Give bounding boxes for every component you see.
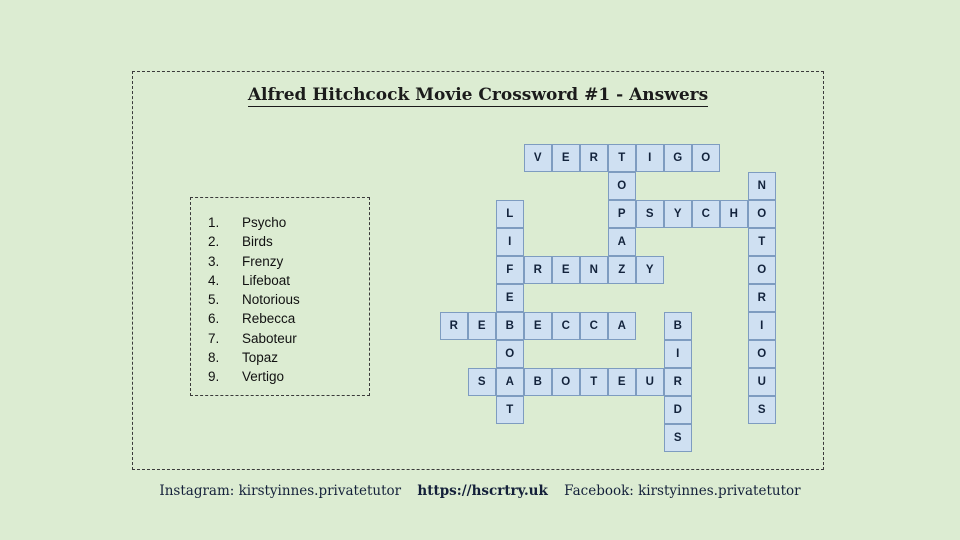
- answer-number: 5.: [208, 292, 220, 308]
- crossword-cell: O: [552, 368, 580, 396]
- crossword-cell: H: [720, 200, 748, 228]
- answer-item: [208, 232, 300, 251]
- answer-word: Birds: [242, 234, 273, 250]
- crossword-cell: V: [524, 144, 552, 172]
- crossword-cell: D: [664, 396, 692, 424]
- crossword-cell: T: [580, 368, 608, 396]
- crossword-cell: B: [664, 312, 692, 340]
- crossword-cell: F: [496, 256, 524, 284]
- crossword-cell: N: [580, 256, 608, 284]
- crossword-cell: N: [748, 172, 776, 200]
- answer-item: [208, 213, 300, 232]
- crossword-cell: Y: [636, 256, 664, 284]
- footer: [0, 483, 960, 499]
- crossword-cell: E: [496, 284, 524, 312]
- crossword-cell: I: [636, 144, 664, 172]
- answer-word: Notorious: [242, 292, 300, 308]
- crossword-cell: B: [524, 368, 552, 396]
- crossword-cell: L: [496, 200, 524, 228]
- crossword-cell: R: [524, 256, 552, 284]
- crossword-cell: B: [496, 312, 524, 340]
- crossword-cell: A: [608, 228, 636, 256]
- answer-number: 8.: [208, 350, 220, 366]
- crossword-cell: I: [496, 228, 524, 256]
- answer-number: 4.: [208, 272, 220, 288]
- crossword-cell: O: [748, 256, 776, 284]
- crossword-cell: A: [496, 368, 524, 396]
- crossword-cell: O: [608, 172, 636, 200]
- crossword-cell: R: [748, 284, 776, 312]
- answer-item: [208, 271, 300, 290]
- crossword-cell: Z: [608, 256, 636, 284]
- answer-word: Psycho: [242, 215, 287, 230]
- crossword-cell: O: [748, 200, 776, 228]
- answer-item: [208, 290, 300, 309]
- crossword-grid: [440, 144, 800, 444]
- crossword-cell: Y: [664, 200, 692, 228]
- crossword-cell: E: [552, 144, 580, 172]
- answer-item: [208, 309, 300, 328]
- answer-number: 9.: [208, 369, 220, 385]
- answer-item: [208, 329, 300, 348]
- answers-list: [208, 213, 300, 387]
- answer-number: 6.: [208, 311, 220, 327]
- crossword-cell: E: [468, 312, 496, 340]
- crossword-cell: R: [664, 368, 692, 396]
- answer-item: [208, 348, 300, 367]
- crossword-cell: O: [692, 144, 720, 172]
- crossword-cell: U: [636, 368, 664, 396]
- answer-word: Saboteur: [242, 330, 297, 346]
- crossword-cell: O: [496, 340, 524, 368]
- crossword-cell: R: [440, 312, 468, 340]
- crossword-cell: R: [580, 144, 608, 172]
- crossword-cell: O: [748, 340, 776, 368]
- answer-item: [208, 252, 300, 271]
- crossword-cell: T: [608, 144, 636, 172]
- crossword-cell: G: [664, 144, 692, 172]
- answer-number: 1.: [208, 215, 220, 230]
- answer-word: Frenzy: [242, 253, 284, 269]
- crossword-cell: T: [496, 396, 524, 424]
- crossword-cell: S: [636, 200, 664, 228]
- footer-website[interactable]: https://hscrtry.uk: [417, 483, 548, 499]
- crossword-cell: S: [468, 368, 496, 396]
- crossword-cell: P: [608, 200, 636, 228]
- answer-number: 3.: [208, 253, 220, 269]
- answer-word: Vertigo: [242, 369, 285, 385]
- crossword-cell: T: [748, 228, 776, 256]
- answer-number: 2.: [208, 234, 220, 250]
- answer-number: 7.: [208, 330, 220, 346]
- answer-word: Rebecca: [242, 311, 296, 327]
- crossword-cell: C: [580, 312, 608, 340]
- crossword-cell: E: [552, 256, 580, 284]
- crossword-cell: I: [748, 312, 776, 340]
- crossword-cell: I: [664, 340, 692, 368]
- crossword-cell: U: [748, 368, 776, 396]
- crossword-cell: A: [608, 312, 636, 340]
- footer-facebook: Facebook: kirstyinnes.privatetutor: [564, 483, 801, 499]
- crossword-cell: C: [552, 312, 580, 340]
- crossword-cell: E: [608, 368, 636, 396]
- answer-word: Lifeboat: [242, 272, 291, 288]
- crossword-cell: E: [524, 312, 552, 340]
- page-title: [132, 85, 824, 105]
- crossword-cell: S: [748, 396, 776, 424]
- page-title-text: Alfred Hitchcock Movie Crossword #1 - Answers: [247, 85, 709, 105]
- answer-word: Topaz: [242, 350, 279, 366]
- footer-instagram: Instagram: kirstyinnes.privatetutor: [159, 483, 402, 499]
- crossword-cell: C: [692, 200, 720, 228]
- crossword-cell: S: [664, 424, 692, 452]
- answer-item: [208, 367, 300, 386]
